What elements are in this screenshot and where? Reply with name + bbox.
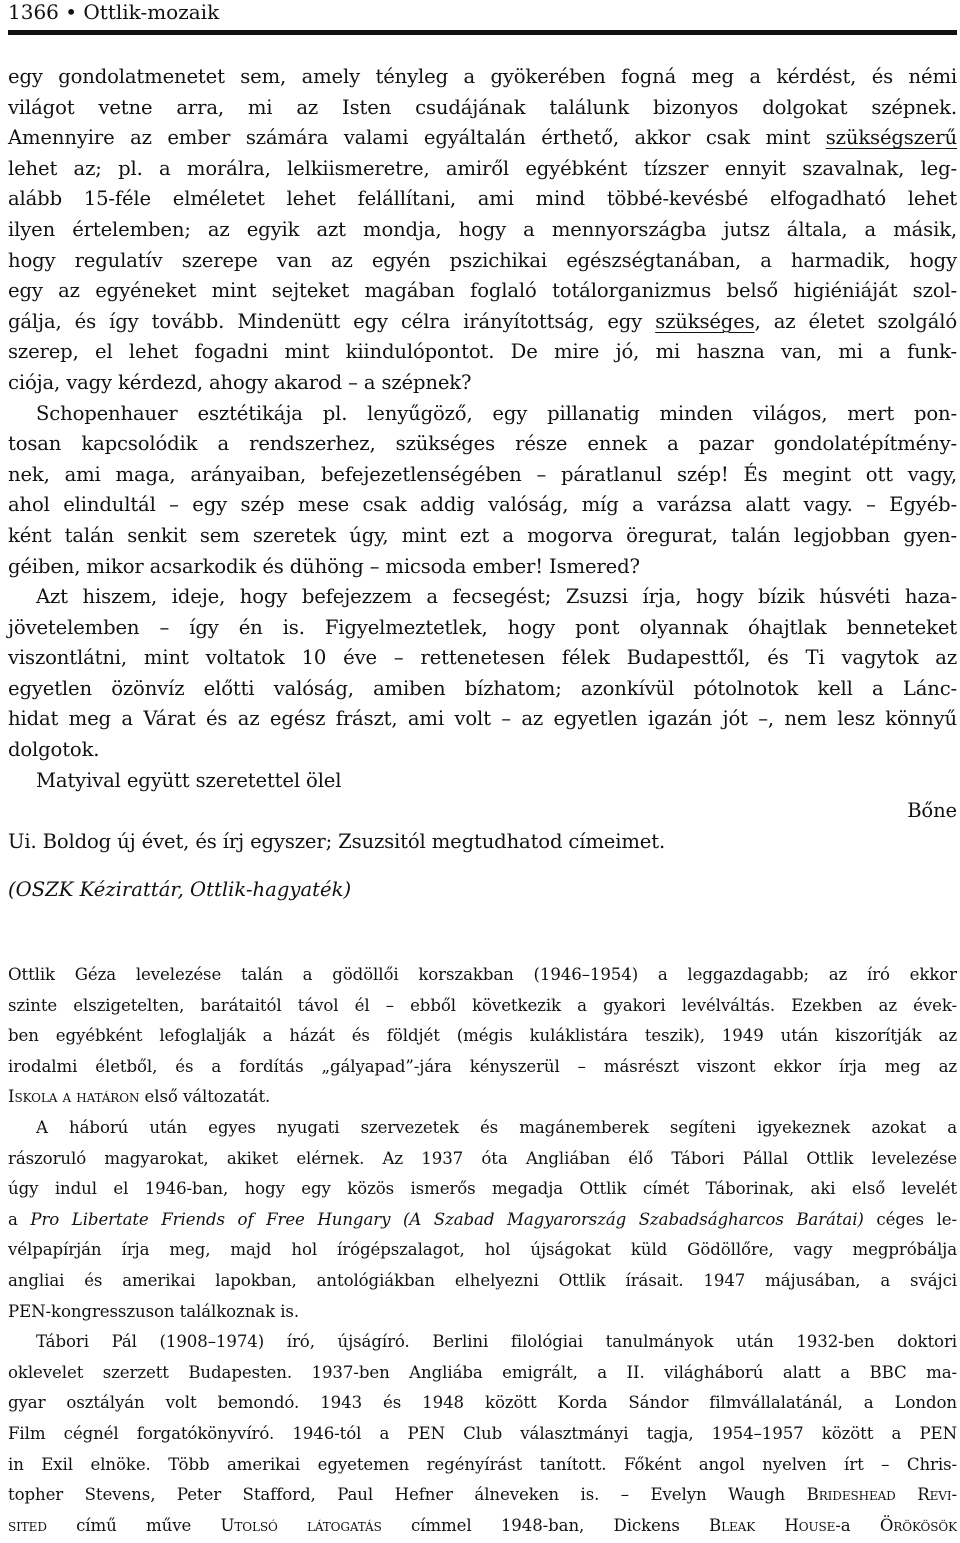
letter-line: ilyen értelemben; az egyik azt mondja, hogy a mennyországba jutsz általa, a másik, — [8, 217, 957, 241]
letter-line: viszontlátni, mint voltatok 10 éve – rettenetesen félek Budapesttől, és Ti vagytok az — [8, 646, 957, 670]
note-text: első változatát. — [139, 1087, 271, 1107]
note-line: oklevelet szerzett Budapesten. 1937-ben Angliába emigrált, a II. világháború alatt a BBC ma- — [8, 1362, 957, 1382]
note-line: in Exil elnöke. Több amerikai egyetemen regényírást tanított. Főként angol nyelven írt – Chris- — [8, 1454, 957, 1474]
note-line — [8, 1482, 957, 1513]
letter-closing: Matyival együtt szeretettel ölel — [36, 768, 342, 792]
letter-line: lehet az; pl. a morálra, lelkiismeretre, amiről egyébként tízszer ennyit szavalnak, leg- — [8, 156, 957, 180]
work-title: Örökösök — [879, 1515, 957, 1535]
work-title: Bleak House — [709, 1515, 836, 1535]
header-rule — [8, 30, 957, 35]
note-line — [8, 1084, 957, 1115]
editorial-note — [8, 962, 957, 1543]
note-text: címmel 1948-ban, Dickens — [381, 1515, 710, 1535]
note-line: Film cégnél forgatókönyvíró. 1946-tól a PEN Club választmányi tagja, 1954–1957 között a PEN — [8, 1423, 957, 1443]
work-title: Utolsó látogatás — [220, 1515, 382, 1535]
note-text: című műve — [46, 1515, 221, 1535]
letter-line: ciója, vagy kérdezd, ahogy akarod – a szépnek? — [8, 370, 472, 394]
note-text: topher Stevens, Peter Stafford, Paul Hefner álneveken is. – Evelyn Waugh — [8, 1485, 807, 1505]
work-title: sited — [8, 1515, 47, 1535]
underlined-word: szükségszerű — [825, 126, 957, 150]
source-citation: (OSZK Kézirattár, Ottlik-hagyaték) — [8, 878, 352, 901]
letter-line: ahol elindultál – egy szép mese csak addig valóság, míg a varázsa alatt vagy. – Egyéb- — [8, 493, 957, 517]
letter-line: Azt hiszem, ideje, hogy befejezzem a fecsegést; Zsuzsi írja, hogy bízik húsvéti haza- — [36, 585, 957, 609]
note-line: úgy indul el 1946-ban, hogy egy közös ismerős megadja Ottlik címét Táborinak, aki első levelét — [8, 1179, 957, 1199]
note-line: Ottlik Géza levelezése talán a gödöllői korszakban (1946–1954) a leggazdagabb; az író ekkor — [8, 965, 957, 984]
letter-line: tosan kapcsolódik a rendszerhez, szükséges része ennek a pazar gondolatépítmény- — [8, 432, 957, 456]
letter-line: dolgotok. — [8, 738, 100, 762]
running-header — [8, 0, 957, 24]
note-line: PEN-kongresszuson találkoznak is. — [8, 1301, 300, 1321]
letter-line: Schopenhauer esztétikája pl. lenyűgöző, egy pillanatig minden világos, mert pon- — [36, 401, 957, 425]
note-line: irodalmi életből, és a fordítás „gályapad”-jára kényszerül – másrészt viszont ekkor írja meg az — [8, 1056, 957, 1076]
letter-line: világot vetne arra, mi az Isten csudájának találunk bizonyos dolgokat szépnek. — [8, 95, 957, 119]
letter-line: géiben, mikor acsarkodik és dühöng – micsoda ember! Ismered? — [8, 554, 640, 578]
underlined-word: szükséges — [655, 309, 755, 333]
note-line — [8, 1513, 957, 1543]
letter-line: alább 15-féle elméletet lehet felállítani, ami mind többé-kevésbé elfogadható lehet — [8, 187, 957, 211]
note-line: ben egyébként lefoglalják a házát és földjét (mégis kuláklistára teszik), 1949 után kiszorítják az — [8, 1026, 957, 1046]
letter-line: hidat meg a Várat és az egész frászt, ami volt – az egyetlen igazán jót –, nem lesz könnyű — [8, 707, 957, 731]
note-line — [8, 1207, 957, 1238]
letter-body — [8, 62, 957, 857]
letter-line: nek, ami maga, arányaiban, befejezetlenségében – páratlanul szép! És megint ott vagy, — [8, 462, 957, 486]
note-line: gyar osztályán volt bemondó. 1943 és 1948 között Korda Sándor filmvállalatánál, a London — [8, 1393, 957, 1413]
note-text: a — [8, 1209, 31, 1229]
letter-line-text: Amennyire az ember számára valami egyáltalán érthető, akkor csak mint — [8, 126, 826, 150]
letter-line: egy az egyéneket mint sejteket magában foglaló totálorganizmus belső higiéniáját szol- — [8, 279, 957, 303]
work-title: Iskola a határon — [8, 1087, 140, 1107]
note-line: angliai és amerikai lapokban, antológiákban elhelyezni Ottlik írásait. 1947 májusában, a svájci — [8, 1270, 957, 1290]
letter-line: egyetlen özönvíz előtti valóság, amiben bízhatom; azonkívül pótolnotok kell a Lánc- — [8, 676, 957, 700]
organization-name: Pro Libertate Friends of Free Hungary (A Szabad Magyarország Szabadságharcos Barátai) — [30, 1209, 864, 1229]
note-text: céges le- — [863, 1209, 958, 1229]
letter-line-text: , az életet szolgáló — [754, 309, 957, 333]
note-line: Tábori Pál (1908–1974) író, újságíró. Berlini filológiai tanulmányok után 1932-ben doktori — [36, 1332, 957, 1352]
letter-line — [8, 307, 957, 338]
letter-line: hogy regulatív szerepe van az egyén pszichikai egészségtanában, a harmadik, hogy — [8, 248, 957, 272]
letter-line-text: gálja, és így tovább. Mindenütt egy célra irányítottság, egy — [8, 309, 656, 333]
letter-line: jövetelemben – így én is. Figyelmeztetlek, hogy pont olyannak óhajtlak benneteket — [8, 615, 957, 639]
letter-line: egy gondolatmenetet sem, amely tényleg a gyökerében fogná meg a kérdést, és némi — [8, 65, 957, 88]
note-line: vélpapírján írja meg, majd hol írógépszalagot, hol újságokat küld Gödöllőre, vagy megpróbálja — [8, 1240, 957, 1260]
note-line: szinte elszigetelten, barátaitól távol él – ebből következik a gyakori levélváltás. Ezekben az évek- — [8, 995, 957, 1015]
work-title: Brideshead Revi- — [806, 1485, 957, 1505]
note-line: rászoruló magyarokat, akiket elérnek. Az 1937 óta Angliában élő Tábori Pállal Ottlik levelezése — [8, 1148, 957, 1168]
note-line: A háború után egyes nyugati szervezetek és magánemberek segíteni igyekeznek azokat a — [36, 1117, 957, 1137]
letter-signature: Bőne — [907, 799, 957, 823]
note-text: -a — [835, 1515, 880, 1535]
letter-line: szerep, el lehet fogadni mint kiindulópontot. De mire jó, mi haszna van, mi a funk- — [8, 340, 957, 364]
running-head: 1366 • Ottlik-mozaik — [8, 0, 220, 24]
letter-line: ként talán senkit sem szeretek úgy, mint ezt a mogorva öregurat, talán legjobban gyen- — [8, 523, 957, 547]
letter-postscript: Ui. Boldog új évet, és írj egyszer; Zsuzsitól megtudhatod címeimet. — [8, 829, 666, 853]
letter-line — [8, 123, 957, 154]
